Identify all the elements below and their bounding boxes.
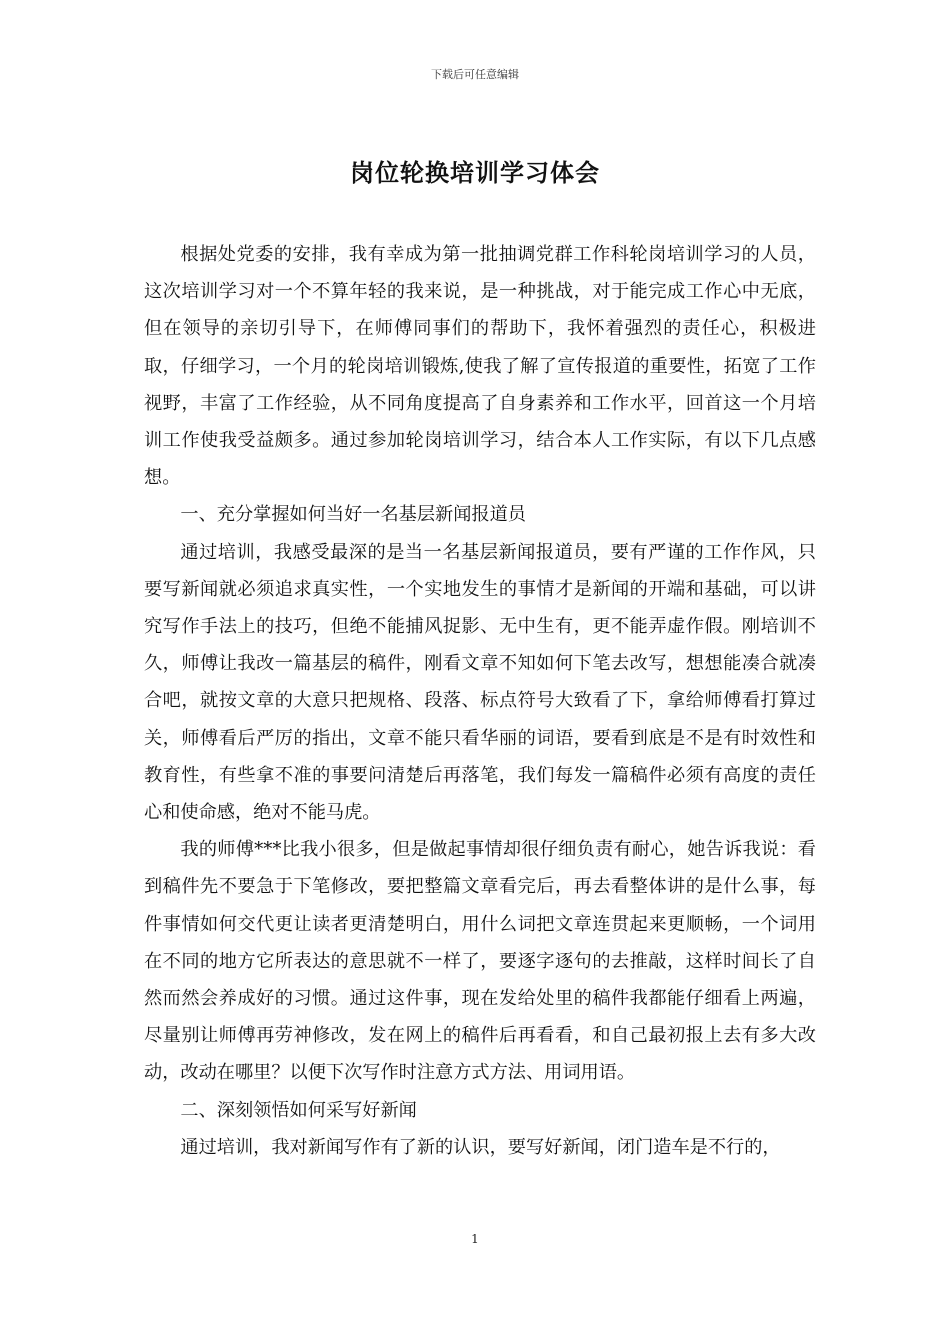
document-title: 岗位轮换培训学习体会 bbox=[350, 158, 600, 187]
document-body bbox=[144, 236, 816, 1166]
page-number: 1 bbox=[471, 1232, 479, 1246]
paragraph-section-1-a: 通过培训，我感受最深的是当一名基层新闻报道员，要有严谨的工作作风，只要写新闻就必须追求真实性，一个实地发生的事情才是新闻的开端和基础，可以讲究写作手法上的技巧，但绝不能捕风捉影、无中生有，更不能弄虚作假。刚培训不久，师傅让我改一篇基层的稿件，刚看文章不知如何下笔去改写，想想能凑合就凑合吧，就按文章的大意只把规格、段落、标点符号大致看了下，拿给师傅看打算过关，师傅看后严厉的指出，文章不能只看华丽的词语，要看到底是不是有时效性和教育性，有些拿不准的事要问清楚后再落笔，我们每发一篇稿件必须有高度的责任心和使命感，绝对不能马虎。 bbox=[144, 541, 816, 824]
section-heading-1: 一、充分掌握如何当好一名基层新闻报道员 bbox=[180, 504, 526, 526]
paragraph-section-1-b: 我的师傅***比我小很多，但是做起事情却很仔细负责有耐心，她告诉我说：看到稿件先不要急于下笔修改，要把整篇文章看完后，再去看整体讲的是什么事，每件事情如何交代更让读者更清楚明白，用什么词把文章连贯起来更顺畅，一个词用在不同的地方它所表达的意思就不一样了，要逐字逐句的去推敲，这样时间长了自然而然会养成好的习惯。通过这件事，现在发给处里的稿件我都能仔细看上两遍，尽量别让师傅再劳神修改，发在网上的稿件后再看看，和自己最初报上去有多大改动，改动在哪里？以便下次写作时注意方式方法、用词用语。 bbox=[144, 839, 816, 1084]
header-note: 下载后可任意编辑 bbox=[431, 68, 519, 81]
paragraph-intro: 根据处党委的安排，我有幸成为第一批抽调党群工作科轮岗培训学习的人员，这次培训学习对一个不算年轻的我来说，是一种挑战，对于能完成工作心中无底，但在领导的亲切引导下，在师傅同事们的帮助下，我怀着强烈的责任心，积极进取，仔细学习，一个月的轮岗培训锻炼,使我了解了宣传报道的重要性，拓宽了工作视野，丰富了工作经验，从不同角度提高了自身素养和工作水平，回首这一个月培训工作使我受益颇多。通过参加轮岗培训学习，结合本人工作实际，有以下几点感想。 bbox=[144, 244, 816, 489]
paragraph-section-2-a: 通过培训，我对新闻写作有了新的认识，要写好新闻，闭门造车是不行的， bbox=[180, 1136, 781, 1158]
section-heading-2: 二、深刻领悟如何采写好新闻 bbox=[180, 1099, 417, 1121]
